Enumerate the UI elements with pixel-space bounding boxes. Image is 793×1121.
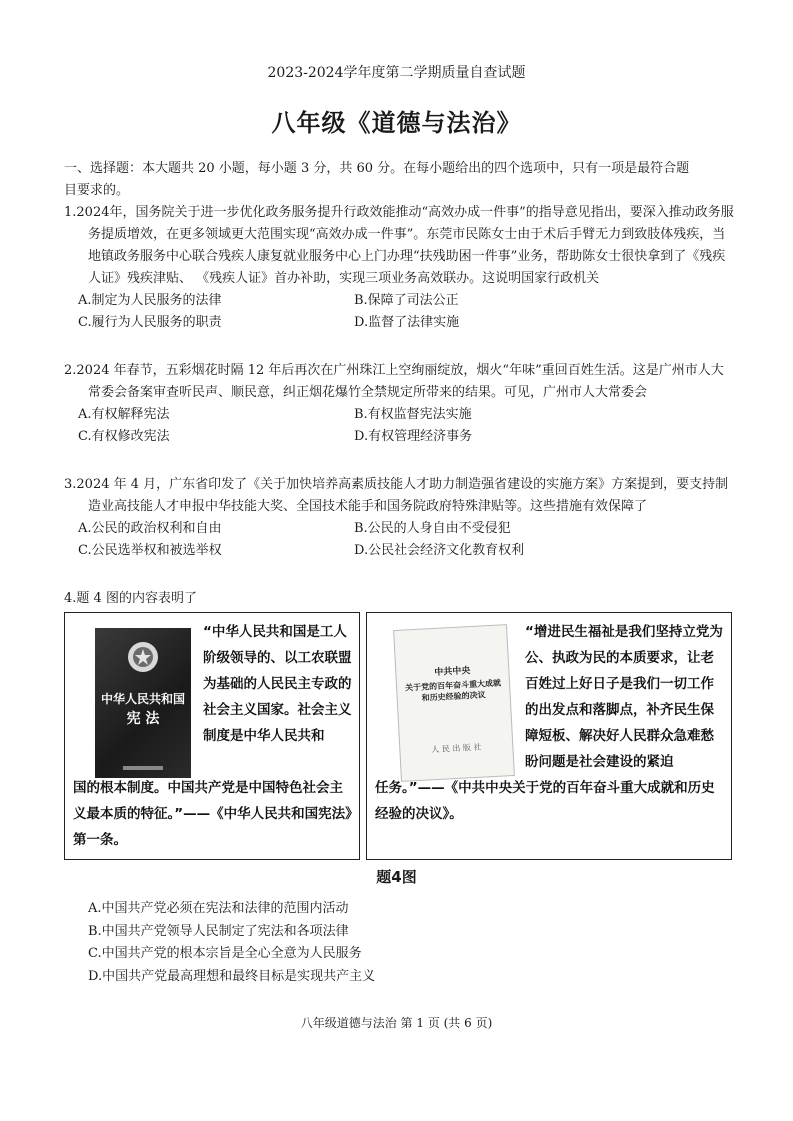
constitution-quote-bottom: 国的根本制度。中国共产党是中国特色社会主义最本质的特征。”——《中华人民共和国宪法》第一条。 bbox=[73, 780, 352, 848]
question-stem: 1.2024年，国务院关于进一步优化政务服务提升行政效能推动“高效办成一件事”的指导意见指出，要深入推动政务服务提质增效，在更多领域更大范围实现“高效办成一件事”。东莞市民陈女士由于术后手臂无力到致肢体残疾，当地镇政务服务中心联合残疾人康复就业服务中心上门办理“扶残助困一件事”业务，帮助陈女士很快拿到了《残疾人证》残疾津贴、 《残疾人证》首办补助，实现三项业务高效联办。这说明国家行政机关 bbox=[64, 205, 734, 286]
resolution-book-image bbox=[393, 624, 515, 782]
resolution-quote-bottom: 任务。”——《中共中央关于党的百年奋斗重大成就和历史经验的决议》。 bbox=[375, 780, 715, 822]
question-2 bbox=[64, 360, 734, 448]
exam-title: 八年级《道德与法治》 bbox=[271, 108, 522, 137]
question-options bbox=[64, 518, 734, 562]
question-stem: 3.2024 年 4 月，广东省印发了《关于加快培养高素质技能人才助力制造强省建设的实施方案》方案提到，要支持制造业高技能人才申报中华技能大奖、全国技术能手和国务院政府特殊津贴等。这些措施有效保障了 bbox=[64, 477, 729, 514]
constitution-book-image bbox=[95, 628, 191, 778]
option-a: A.中国共产党必须在宪法和法律的范围内活动 bbox=[88, 901, 349, 916]
book-publisher: 人 民 出 版 社 bbox=[431, 742, 482, 755]
question-3 bbox=[64, 474, 734, 562]
option-b: B.中国共产党领导人民制定了宪法和各项法律 bbox=[88, 923, 349, 939]
figure-caption: 题4图 bbox=[376, 868, 417, 886]
figure-panel-resolution bbox=[366, 612, 732, 860]
section-instructions bbox=[64, 158, 734, 202]
option-a: A.有权解释宪法 bbox=[78, 407, 170, 422]
option-d: D.监督了法律实施 bbox=[354, 315, 460, 330]
option-d: D.中国共产党最高理想和最终目标是实现共产主义 bbox=[88, 968, 376, 984]
section-line-2: 目要求的。 bbox=[64, 183, 130, 198]
page-footer: 八年级道德与法治 第 1 页 (共 6 页) bbox=[300, 1016, 493, 1030]
option-a: A.制定为人民服务的法律 bbox=[78, 293, 222, 308]
exam-subtitle: 2023-2024学年度第二学期质量自查试题 bbox=[267, 65, 526, 81]
national-emblem-icon bbox=[125, 640, 161, 674]
option-a: A.公民的政治权利和自由 bbox=[78, 521, 222, 536]
resolution-quote-top: “增进民生福祉是我们坚持立党为公、执政为民的本质要求，让老百姓过上好日子是我们一切工作的出发点和落脚点，补齐民生保障短板、解决好人民群众急难愁盼问题是社会建设的紧迫 bbox=[525, 624, 723, 770]
constitution-quote-top: “中华人民共和国是工人阶级领导的、以工农联盟为基础的人民民主专政的社会主义国家。社会主义制度是中华人民共和 bbox=[203, 624, 352, 744]
section-line-1: 一、选择题：本大题共 20 小题，每小题 3 分，共 60 分。在每小题给出的四个选项中，只有一项是最符合题 bbox=[64, 161, 690, 176]
book-title-line-1: 中华人民共和国 bbox=[100, 692, 185, 706]
figure-panel-constitution bbox=[64, 612, 360, 860]
book-title-line-2: 关于党的百年奋斗重大成就和历史经验的决议 bbox=[404, 678, 502, 703]
option-c: C.中国共产党的根本宗旨是全心全意为人民服务 bbox=[88, 946, 362, 961]
question-1 bbox=[64, 202, 734, 334]
figure-4 bbox=[64, 612, 732, 860]
book-title-line-2: 宪 法 bbox=[126, 711, 160, 727]
question-stem: 2.2024 年春节，五彩烟花时隔 12 年后再次在广州珠江上空绚丽绽放，烟火“年味”重回百姓生活。这是广州市人大常委会备案审查听民声、顺民意，纠正烟花爆竹全禁规定所带来的结果。可见，广州市人大常委会 bbox=[64, 363, 724, 400]
question-4 bbox=[64, 588, 734, 610]
question-4-options bbox=[88, 898, 688, 988]
question-options bbox=[64, 290, 734, 334]
book-title-line-1: 中共中央 bbox=[434, 666, 471, 678]
option-b: B.保障了司法公正 bbox=[354, 293, 459, 308]
book-footer-mark bbox=[123, 766, 163, 770]
option-b: B.公民的人身自由不受侵犯 bbox=[354, 521, 511, 536]
option-c: C.公民选举权和被选举权 bbox=[78, 543, 222, 558]
question-options bbox=[64, 404, 734, 448]
option-b: B.有权监督宪法实施 bbox=[354, 407, 472, 422]
option-d: D.公民社会经济文化教育权利 bbox=[354, 543, 525, 558]
question-stem: 4.题 4 图的内容表明了 bbox=[64, 591, 197, 606]
option-c: C.有权修改宪法 bbox=[78, 429, 170, 444]
option-c: C.履行为人民服务的职责 bbox=[78, 315, 222, 330]
option-d: D.有权管理经济事务 bbox=[354, 429, 473, 444]
